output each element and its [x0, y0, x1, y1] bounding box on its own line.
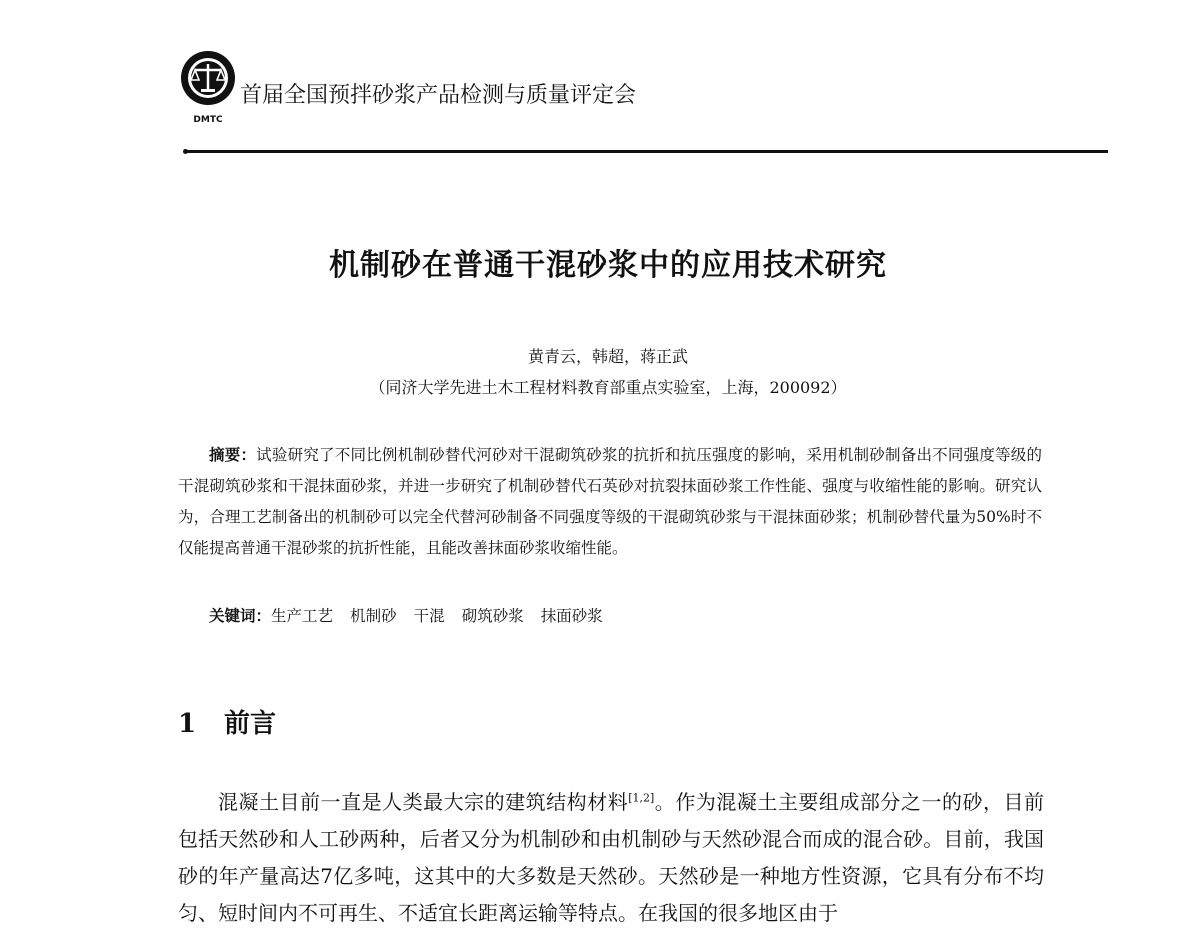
keyword-item: 干混: [413, 607, 445, 625]
section-title: 前言: [224, 709, 277, 739]
scales-emblem-icon: [178, 50, 238, 130]
keywords-label: 关键词：: [209, 607, 272, 625]
abstract: [178, 440, 1042, 564]
svg-text:DMTC: DMTC: [193, 115, 223, 125]
keyword-item: 生产工艺: [271, 607, 334, 625]
keyword-item: 抹面砂浆: [540, 607, 603, 625]
paper-affiliation: （同济大学先进土木工程材料教育部重点实验室，上海，200092）: [369, 378, 847, 397]
introduction-paragraph: [178, 784, 1044, 932]
paper-authors: 黄青云，韩超，蒋正武: [527, 347, 688, 366]
keywords: [178, 601, 1042, 632]
conference-name: 首届全国预拌砂浆产品检测与质量评定会: [240, 83, 637, 108]
abstract-label: 摘要：: [209, 446, 257, 464]
keyword-item: 砌筑砂浆: [461, 607, 524, 625]
citation-ref: [1,2]: [628, 791, 655, 805]
paper-title: 机制砂在普通干混砂浆中的应用技术研究: [329, 248, 887, 283]
dmtc-logo: [178, 50, 238, 130]
paragraph-text: 混凝土目前一直是人类最大宗的建筑结构材料: [218, 790, 629, 814]
section-heading-introduction: [178, 704, 276, 744]
keyword-item: 机制砂: [350, 607, 397, 625]
header-divider: [186, 150, 1108, 153]
section-number: 1: [178, 709, 197, 739]
paragraph-text-continued: 。作为混凝土主要组成部分之一的砂，目前包括天然砂和人工砂两种，后者又分为机制砂和由机制砂与天然砂混合而成的混合砂。目前，我国砂的年产量高达7亿多吨，这其中的大多数是天然砂。天然砂是一种地方性资源，它具有分布不均匀、短时间内不可再生、不适宜长距离运输等特点。在我国的很多地区由于: [178, 790, 1045, 925]
abstract-text: 试验研究了不同比例机制砂替代河砂对干混砌筑砂浆的抗折和抗压强度的影响，采用机制砂制备出不同强度等级的干混砌筑砂浆和干混抹面砂浆，并进一步研究了机制砂替代石英砂对抗裂抹面砂浆工作性能、强度与收缩性能的影响。研究认为，合理工艺制备出的机制砂可以完全代替河砂制备不同强度等级的干混砌筑砂浆与干混抹面砂浆；机制砂替代量为50%时不仅能提高普通干混砂浆的抗折性能，且能改善抹面砂浆收缩性能。: [178, 446, 1042, 557]
